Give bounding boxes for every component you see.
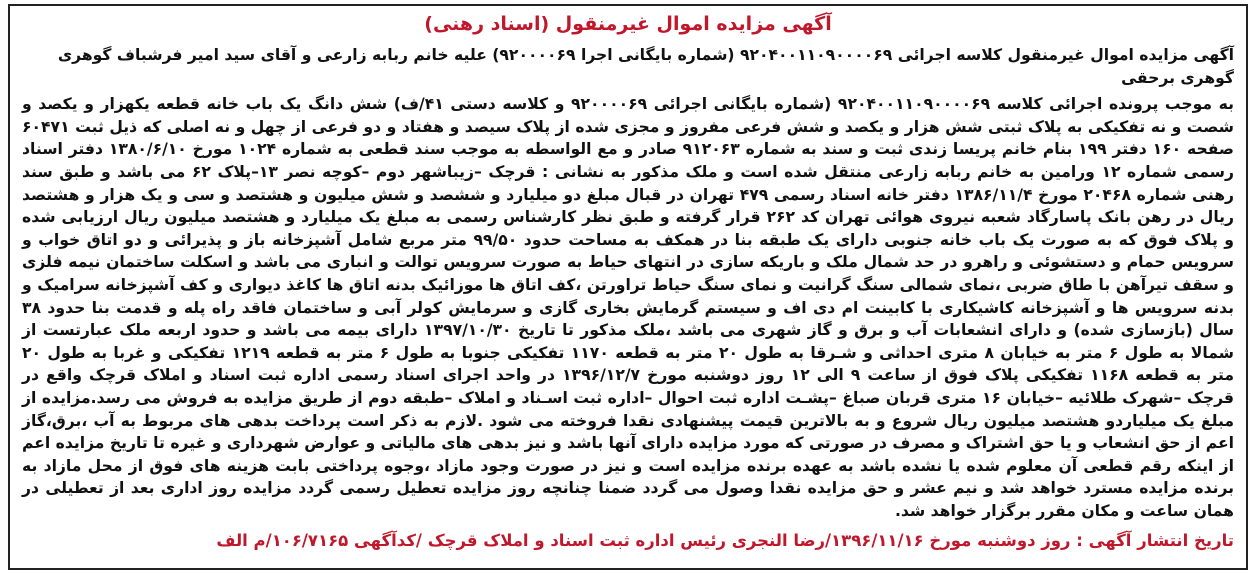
notice-frame (8, 4, 1248, 570)
notice-title: آگهی مزایده اموال غیرمنقول (اسناد رهنی) (424, 13, 832, 35)
notice-footer: تاریخ انتشار آگهی : روز دوشنبه مورخ ۱۳۹۶/۱۱/۱۶/رضا النجری رئیس اداره ثبت اسناد و املاک قرچک /کدآگهی ۱۰۶/۷۱۶۵/م الف (216, 531, 1234, 551)
notice-intro: آگهی مزایده اموال غیرمنقول کلاسه اجرائی ۹۲۰۴۰۰۱۱۰۹۰۰۰۰۶۹ (شماره بایگانی اجرا ۹۲۰۰۰۰۶۹) علیه خانم ربابه زارعی و آقای سید امیر فرشباف گوهری گوهری برحقی (57, 46, 1234, 87)
notice-body: به موجب پرونده اجرائی کلاسه ۹۲۰۴۰۰۱۱۰۹۰۰۰۰۶۹ (شماره بایگانی اجرائی ۹۲۰۰۰۰۶۹ و کلاسه دستی ۴۱/ف) شش دانگ یک باب خانه قطعه یکهزار و یکصد و شصت و نه تفکیکی به پلاک ثبتی شش هزار و یکصد و شش فرعی مفروز و مجزی شده از پلاک سیصد و هفتاد و دو فرعی از چهل و نه اصلی که ذیل ثبت ۶۰۴۷۱ صفحه ۱۶۰ دفتر ۱۹۹ بنام خانم پریسا زندی ثبت و سند به شماره ۹۱۲۰۶۳ صادر و مع الواسطه به موجب سند قطعی به شماره ۱۰۲۴ مورخ ۱۳۸۰/۶/۱۰ دفتر اسناد رسمی شماره ۱۲ ورامین به خانم ربابه زارعی منتقل شده است و ملک مذکور به نشانی : قرچک –زیباشهر دوم –کوچه نصر ۱۳–پلاک ۶۲ می باشد و طبق سند رهنی شماره ۲۰۴۶۸ مورخ ۱۳۸۶/۱۱/۴ دفتر خانه اسناد رسمی ۴۷۹ تهران در قبال مبلغ دو میلیارد و ششصد و شش میلیون و هشتصد و سی و یک هزار و هشتصد ریال در رهن بانک پاسارگاد شعبه نیروی هوائی تهران کد ۲۶۲ قرار گرفته و طبق نظر کارشناس رسمی به مبلغ یک میلیارد و هشتصد میلیون ریال ارزیابی شده و پلاک فوق که به صورت یک باب خانه جنوبی دارای یک طبقه بنا در همکف به مساحت حدود ۹۹/۵۰ متر مربع شامل آشپزخانه باز و پذیرائی و دو اتاق خواب و سرویس حمام و دستشوئی و راهرو در حد شمال ملک و باریکه سازی در انتهای حیاط به صورت سرویس توالت و انباری می باشد و اسکلت ساختمان نیمه فلزی و سقف تیرآهن با طاق ضربی ،نمای شمالی سنگ گرانیت و نمای سنگ حیاط تراورتن ،کف اتاق ها موزائیک بدنه اتاق ها کاغذ دیواری و کف آشپزخانه سرامیک و بدنه سرویس ها و آشپزخانه کاشیکاری با کابینت ام دی اف و سیستم گرمایش بخاری گازی و سرمایش کولر آبی و ساختمان فاقد راه پله و قدمت بنا حدود ۳۸ سال (بازسازی شده) و دارای انشعابات آب و برق و گاز شهری می باشد ،ملک مذکور تا تاریخ ۱۳۹۷/۱۰/۳۰ دارای بیمه می باشد و حدود اربعه ملک عبارتست از شمالا به طول ۶ متر به خیابان ۸ متری احداثی و شـرقا به طول ۲۰ متر به قطعه ۱۱۷۰ تفکیکی جنوبا به طول ۶ متر به قطعه ۱۲۱۹ تفکیکی و غربا به طول ۲۰ متر به قطعه ۱۱۶۸ تفکیکی پلاک فوق از ساعت ۹ الی ۱۲ روز دوشنبه مورخ ۱۳۹۶/۱۲/۷ در واحد اجرای اسناد رسمی اداره ثبت اسناد و املاک قرچک واقع در قرچک –شهرک طلائیه –خیابان ۱۶ متری قربان صباغ –پشـت اداره ثبت احوال –اداره ثبت اسـناد و املاک –طبقه دوم از طریق مزایده به فروش می رسد.مزایده از مبلغ یک میلیاردو هشتصد میلیون ریال شروع و به بالاترین قیمت پیشنهادی نقدا فروخته می شود .لازم به ذکر است پرداخت بدهی های مربوط به آب ،برق،گاز اعم از حق انشعاب و یا حق اشتراک و مصرف در صورتی که مورد مزایده دارای آنها باشد و نیز بدهی های مالیاتی و عوارض شهرداری و غیره تا تاریخ مزایده اعم از اینکه رقم قطعی آن معلوم شده یا نشده باشد به عهده برنده مزایده است و نیز در صورت وجود مازاد ،وجوه پرداختی بابت هزینه های فوق از محل مازاد به برنده مزایده مسترد خواهد شد و نیم عشر و حق مزایده نقدا وصول می گردد ضمنا چنانچه روز مزایده تعطیل رسمی گردد مزایده روز اداری بعد از تعطیلی در همان ساعت و مکان مقرر برگزار خواهد شد. (22, 95, 1235, 520)
